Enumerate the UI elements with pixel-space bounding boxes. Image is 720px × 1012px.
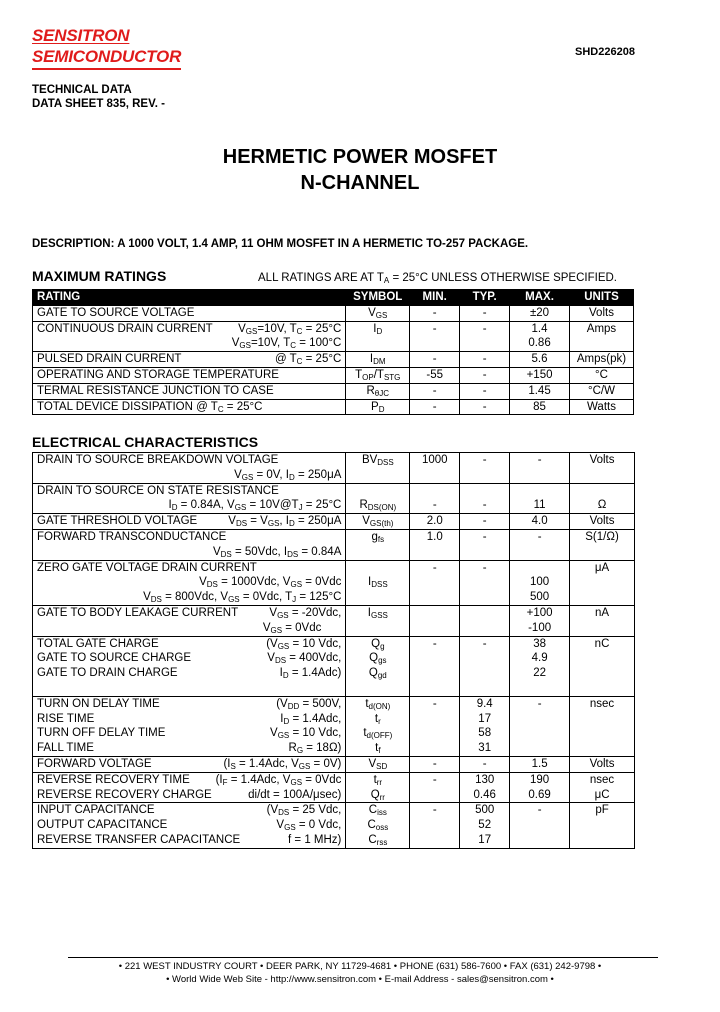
- rating-label: GATE TO SOURCE VOLTAGE: [33, 305, 346, 321]
- table-row: [33, 772, 635, 803]
- symbol-cell: $g_{fs}$: [346, 529, 410, 560]
- units-cell: Volts: [570, 514, 635, 530]
- symbol-cell: $BV_{DSS}$: [346, 453, 410, 484]
- note-text: ALL RATINGS ARE AT T: [258, 272, 384, 284]
- table-row: [33, 696, 635, 756]
- units-cell: °C: [569, 367, 633, 383]
- parameter-label: ZERO GATE VOLTAGE DRAIN CURRENT $V_{DS} = 1000Vdc$, $V_{GS} = 0Vdc$ $V_{DS} = 800Vdc$, $V_{GS} = 0Vdc$, $T_J = 125^\circ C$: [33, 560, 346, 605]
- symbol-cell: $I_{DSS}$: [346, 560, 410, 605]
- tech-data-line: TECHNICAL DATA: [32, 84, 132, 96]
- max-cell: 1.4 0.86: [510, 321, 570, 352]
- parameter-label: GATE THRESHOLD VOLTAGE $V_{DS} = V_{GS}$, $I_D = 250\mu A$: [33, 514, 346, 530]
- footer-address: • 221 WEST INDUSTRY COURT • DEER PARK, NY 11729-4681 • PHONE (631) 586-7600 • FAX (631) 242-9798 •: [118, 961, 602, 972]
- units-cell: μA: [570, 560, 635, 605]
- symbol-cell: $I_{GSS}$: [346, 605, 410, 636]
- units-cell: Amps(pk): [569, 352, 633, 368]
- max-cell: 85: [510, 399, 570, 415]
- min-cell: -: [410, 696, 460, 756]
- logo-line-1: SENSITRON: [32, 26, 130, 45]
- min-cell: -: [410, 305, 460, 321]
- parameter-label: REVERSE RECOVERY TIME ($I_F = 1.4Adc$, $V_{GS} = 0Vdc$ REVERSE RECOVERY CHARGE di/dt = 100A/μsec): [33, 772, 346, 803]
- min-cell: -: [410, 383, 460, 399]
- units-cell: nsec μC: [570, 772, 635, 803]
- typ-cell: -: [460, 399, 510, 415]
- typ-cell: 9.4 17 58 31: [460, 696, 510, 756]
- typ-cell: -: [460, 383, 510, 399]
- max-cell: 11: [510, 483, 570, 514]
- symbol-cell: $I_{DM}$: [346, 352, 410, 368]
- table-row: [33, 453, 635, 484]
- min-cell: -: [410, 756, 460, 772]
- max-cell: -: [510, 529, 570, 560]
- max-cell: +150: [510, 367, 570, 383]
- symbol-cell: $V_{GS(th)}$: [346, 514, 410, 530]
- min-cell: -: [410, 803, 460, 848]
- typ-cell: -: [460, 514, 510, 530]
- typ-cell: -: [460, 636, 510, 696]
- table-row: [33, 305, 634, 321]
- symbol-cell: $t_{d(ON)}$ $t_r$ $t_{d(OFF)}$ $t_f$: [346, 696, 410, 756]
- units-cell: Amps: [569, 321, 633, 352]
- column-header: SYMBOL: [346, 290, 410, 306]
- table-row: [33, 367, 634, 383]
- table-row: [33, 321, 634, 352]
- min-cell: -: [410, 483, 460, 514]
- max-cell: ±20: [510, 305, 570, 321]
- typ-cell: -: [460, 560, 510, 605]
- electrical-heading: ELECTRICAL CHARACTERISTICS: [32, 434, 259, 450]
- typ-cell: 500 52 17: [460, 803, 510, 848]
- units-cell: nA: [570, 605, 635, 636]
- electrical-table: [32, 452, 635, 849]
- symbol-cell: $T_{OP}/T_{STG}$: [346, 367, 410, 383]
- parameter-label: TURN ON DELAY TIME ($V_{DD} = 500V$, RISE TIME $I_D = 1.4Adc$, TURN OFF DELAY TIME $V_{GS} = 10$ Vdc, FALL TIME $R_G = 18\Omega$): [33, 696, 346, 756]
- parameter-label: DRAIN TO SOURCE ON STATE RESISTANCE $I_D = 0.84A$, $V_{GS}$ = $10V@T_J = 25^\circ C$: [33, 483, 346, 514]
- table-row: [33, 756, 635, 772]
- company-logo: [32, 25, 181, 70]
- table-row: [33, 605, 635, 636]
- units-cell: Volts: [569, 305, 633, 321]
- parameter-label: FORWARD TRANSCONDUCTANCE $V_{DS} = 50Vdc$, $I_{DS} = 0.84A$: [33, 529, 346, 560]
- units-cell: nC: [570, 636, 635, 696]
- max-cell: 5.6: [510, 352, 570, 368]
- min-cell: -: [410, 560, 460, 605]
- min-cell: 1000: [410, 453, 460, 484]
- units-cell: Watts: [569, 399, 633, 415]
- max-cell: 38 4.9 22: [510, 636, 570, 696]
- units-cell: pF: [570, 803, 635, 848]
- symbol-cell: $R_{DS(ON)}$: [346, 483, 410, 514]
- min-cell: -: [410, 352, 460, 368]
- table-row: [33, 383, 634, 399]
- table-row: [33, 483, 635, 514]
- max-cell: 1.45: [510, 383, 570, 399]
- description: DESCRIPTION: A 1000 VOLT, 1.4 AMP, 11 OHM MOSFET IN A HERMETIC TO-257 PACKAGE.: [32, 238, 529, 250]
- parameter-label: DRAIN TO SOURCE BREAKDOWN VOLTAGE $V_{GS} = 0V$, $I_D = 250\mu A$: [33, 453, 346, 484]
- symbol-cell: $t_{rr}$ $Q_{rr}$: [346, 772, 410, 803]
- column-header: TYP.: [460, 290, 510, 306]
- title-line-2: N-CHANNEL: [300, 172, 420, 194]
- footer: [0, 960, 720, 986]
- typ-cell: -: [460, 305, 510, 321]
- tech-data-block: [32, 83, 165, 111]
- parameter-label: INPUT CAPACITANCE ($V_{DS} = 25$ Vdc, OUTPUT CAPACITANCE $V_{GS} = 0$ Vdc, REVERSE TRANSFER CAPACITANCE f = 1 MHz): [33, 803, 346, 848]
- units-cell: S(1/Ω): [570, 529, 635, 560]
- part-number: SHD226208: [575, 46, 635, 58]
- table-row: [33, 636, 635, 696]
- symbol-cell: $I_D$: [346, 321, 410, 352]
- max-ratings-note: [258, 272, 617, 284]
- parameter-label: FORWARD VOLTAGE ($I_S = 1.4Adc$, $V_{GS} = 0V$): [33, 756, 346, 772]
- table-row: [33, 529, 635, 560]
- typ-cell: -: [460, 756, 510, 772]
- max-cell: 1.5: [510, 756, 570, 772]
- table-row: [33, 560, 635, 605]
- max-cell: -: [510, 696, 570, 756]
- note-text-end: = 25°C UNLESS OTHERWISE SPECIFIED.: [389, 272, 617, 284]
- page-title: [0, 144, 720, 196]
- typ-cell: -: [460, 529, 510, 560]
- symbol-cell: $Q_g$ $Q_{gs}$ $Q_{gd}$: [346, 636, 410, 696]
- symbol-cell: $V_{SD}$: [346, 756, 410, 772]
- min-cell: 1.0: [410, 529, 460, 560]
- logo-line-2: SEMICONDUCTOR: [32, 46, 181, 70]
- units-cell: nsec: [570, 696, 635, 756]
- units-cell: Volts: [570, 756, 635, 772]
- typ-cell: -: [460, 367, 510, 383]
- max-cell: 4.0: [510, 514, 570, 530]
- table-row: [33, 514, 635, 530]
- rating-label: PULSED DRAIN CURRENT @ $T_C = 25^\circ C$: [33, 352, 346, 368]
- max-ratings-heading: MAXIMUM RATINGS: [32, 268, 167, 284]
- table-row: [33, 352, 634, 368]
- symbol-cell: $V_{GS}$: [346, 305, 410, 321]
- rating-label: OPERATING AND STORAGE TEMPERATURE: [33, 367, 346, 383]
- typ-cell: -: [460, 483, 510, 514]
- footer-divider: [68, 957, 658, 958]
- rating-label: TERMAL RESISTANCE JUNCTION TO CASE: [33, 383, 346, 399]
- title-line-1: HERMETIC POWER MOSFET: [222, 146, 498, 168]
- max-cell: 100 500: [510, 560, 570, 605]
- max-cell: 190 0.69: [510, 772, 570, 803]
- max-cell: -: [510, 803, 570, 848]
- min-cell: [410, 605, 460, 636]
- typ-cell: [460, 605, 510, 636]
- min-cell: -: [410, 636, 460, 696]
- min-cell: -: [410, 399, 460, 415]
- max-cell: -: [510, 453, 570, 484]
- rating-label: TOTAL DEVICE DISSIPATION @ $T_C = 25^\circ C$: [33, 399, 346, 415]
- symbol-cell: $C_{iss}$ $C_{oss}$ $C_{rss}$: [346, 803, 410, 848]
- min-cell: -55: [410, 367, 460, 383]
- footer-web: • World Wide Web Site - http://www.sensitron.com • E-mail Address - sales@sensitron.com •: [166, 974, 554, 985]
- symbol-cell: $R_{\theta JC}$: [346, 383, 410, 399]
- units-cell: Volts: [570, 453, 635, 484]
- min-cell: 2.0: [410, 514, 460, 530]
- column-header: RATING: [33, 290, 346, 306]
- max-ratings-table: [32, 289, 634, 415]
- typ-cell: -: [460, 352, 510, 368]
- typ-cell: -: [460, 321, 510, 352]
- units-cell: Ω: [570, 483, 635, 514]
- table-row: [33, 399, 634, 415]
- typ-cell: -: [460, 453, 510, 484]
- table-row: [33, 803, 635, 848]
- symbol-cell: $P_D$: [346, 399, 410, 415]
- column-header: MIN.: [410, 290, 460, 306]
- min-cell: -: [410, 321, 460, 352]
- column-header: MAX.: [510, 290, 570, 306]
- min-cell: -: [410, 772, 460, 803]
- max-cell: +100 -100: [510, 605, 570, 636]
- parameter-label: TOTAL GATE CHARGE ($V_{GS} = 10$ Vdc, GATE TO SOURCE CHARGE $V_{DS} = 400Vdc$, GATE TO DRAIN CHARGE $I_D = 1.4Adc$): [33, 636, 346, 696]
- rating-label: CONTINUOUS DRAIN CURRENT $V_{GS}=10V$, $T_C = 25^\circ C$ $V_{GS}=10V$, $T_C = 100^\circ C$: [33, 321, 346, 352]
- note-sub: A: [383, 276, 390, 285]
- datasheet-revision: DATA SHEET 835, REV. -: [32, 98, 165, 110]
- column-header: UNITS: [569, 290, 633, 306]
- typ-cell: 130 0.46: [460, 772, 510, 803]
- parameter-label: GATE TO BODY LEAKAGE CURRENT $V_{GS} = -20Vdc$, $V_{GS} = 0Vdc$: [33, 605, 346, 636]
- units-cell: °C/W: [569, 383, 633, 399]
- table-header-row: [33, 290, 634, 306]
